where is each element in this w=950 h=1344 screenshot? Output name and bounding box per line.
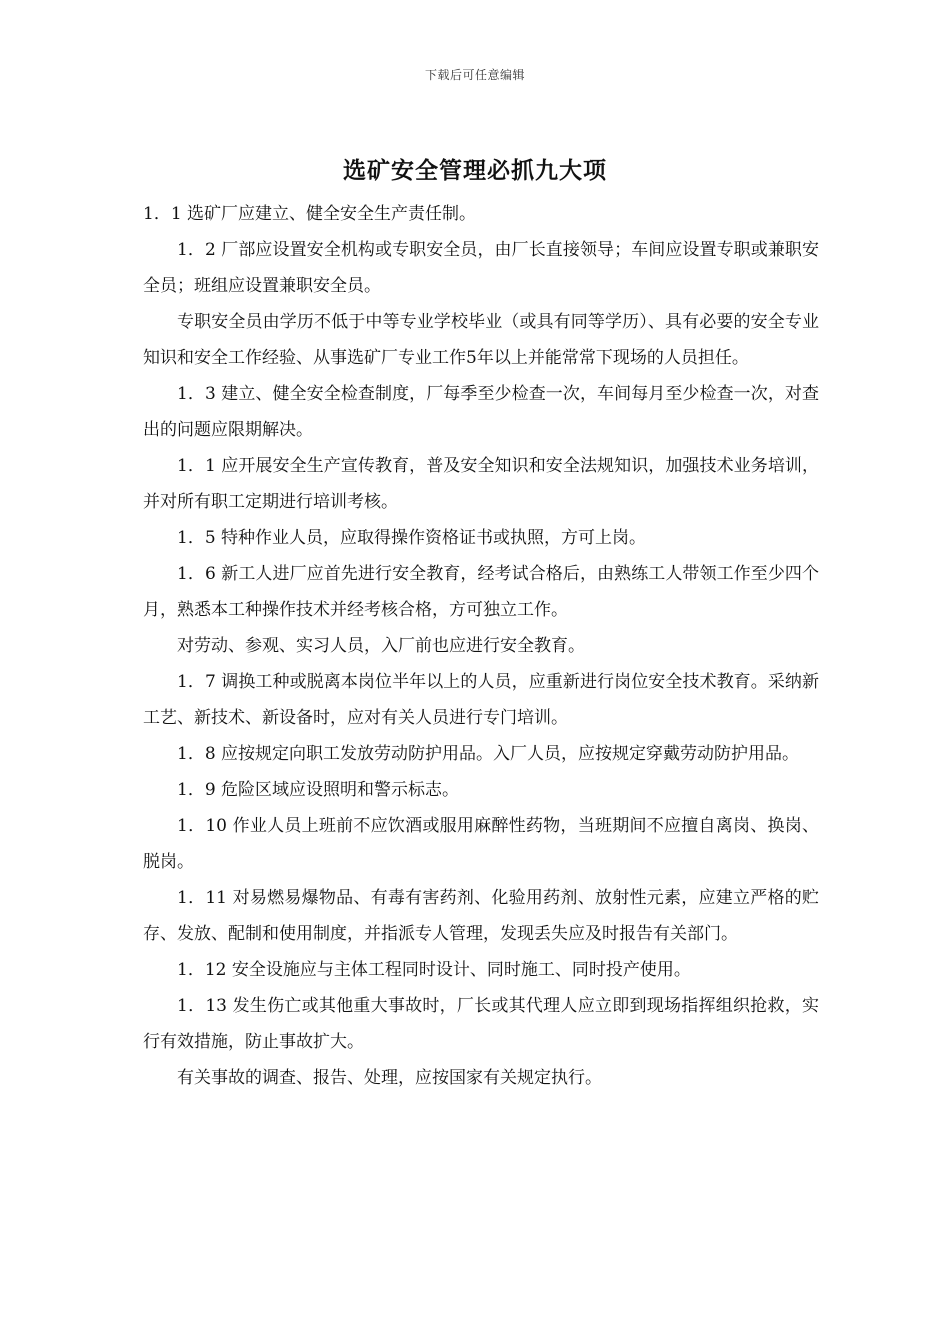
paragraph-1-11: 1．11 对易燃易爆物品、有毒有害药剂、化验用药剂、放射性元素，应建立严格的贮存、发放、配制和使用制度，并指派专人管理，发现丢失应及时报告有关部门。 <box>143 888 819 944</box>
paragraph-1-10: 1．10 作业人员上班前不应饮酒或服用麻醉性药物，当班期间不应擅自离岗、换岗、脱岗。 <box>143 816 819 872</box>
paragraph-1-6: 1．6 新工人进厂应首先进行安全教育，经考试合格后，由熟练工人带领工作至少四个月，熟悉本工种操作技术并经考核合格，方可独立工作。 <box>143 564 819 620</box>
header-note: 下载后可任意编辑 <box>424 68 525 82</box>
paragraph-1-9: 1．9 危险区域应设照明和警示标志。 <box>177 780 460 800</box>
document-title: 选矿安全管理必抓九大项 <box>343 157 607 184</box>
paragraph-1-7: 1．7 调换工种或脱离本岗位半年以上的人员，应重新进行岗位安全技术教育。采纳新工艺、新技术、新设备时，应对有关人员进行专门培训。 <box>143 672 819 728</box>
paragraph-1-5: 1．5 特种作业人员，应取得操作资格证书或执照，方可上岗。 <box>177 528 647 548</box>
paragraph-safety-officer: 专职安全员由学历不低于中等专业学校毕业（或具有同等学历）、具有必要的安全专业知识和安全工作经验、从事选矿厂专业工作5年以上并能常常下现场的人员担任。 <box>143 312 819 368</box>
paragraph-1-3: 1．3 建立、健全安全检查制度，厂每季至少检查一次，车间每月至少检查一次，对查出的问题应限期解决。 <box>143 384 819 440</box>
document-body <box>143 196 819 1096</box>
paragraph-1-12: 1．12 安全设施应与主体工程同时设计、同时施工、同时投产使用。 <box>177 960 691 980</box>
paragraph-1-13: 1．13 发生伤亡或其他重大事故时，厂长或其代理人应立即到现场指挥组织抢救，实行有效措施，防止事故扩大。 <box>143 996 819 1052</box>
paragraph-1-2: 1．2 厂部应设置安全机构或专职安全员，由厂长直接领导；车间应设置专职或兼职安全员；班组应设置兼职安全员。 <box>143 240 819 296</box>
paragraph-accident-handling: 有关事故的调查、报告、处理，应按国家有关规定执行。 <box>177 1068 602 1088</box>
paragraph-visitors: 对劳动、参观、实习人员，入厂前也应进行安全教育。 <box>177 636 585 656</box>
paragraph-1-1: 1．1 选矿厂应建立、健全安全生产责任制。 <box>143 204 477 224</box>
paragraph-1-4: 1．1 应开展安全生产宣传教育，普及安全知识和安全法规知识，加强技术业务培训，并对所有职工定期进行培训考核。 <box>143 456 819 512</box>
paragraph-1-8: 1．8 应按规定向职工发放劳动防护用品。入厂人员，应按规定穿戴劳动防护用品。 <box>177 744 800 764</box>
